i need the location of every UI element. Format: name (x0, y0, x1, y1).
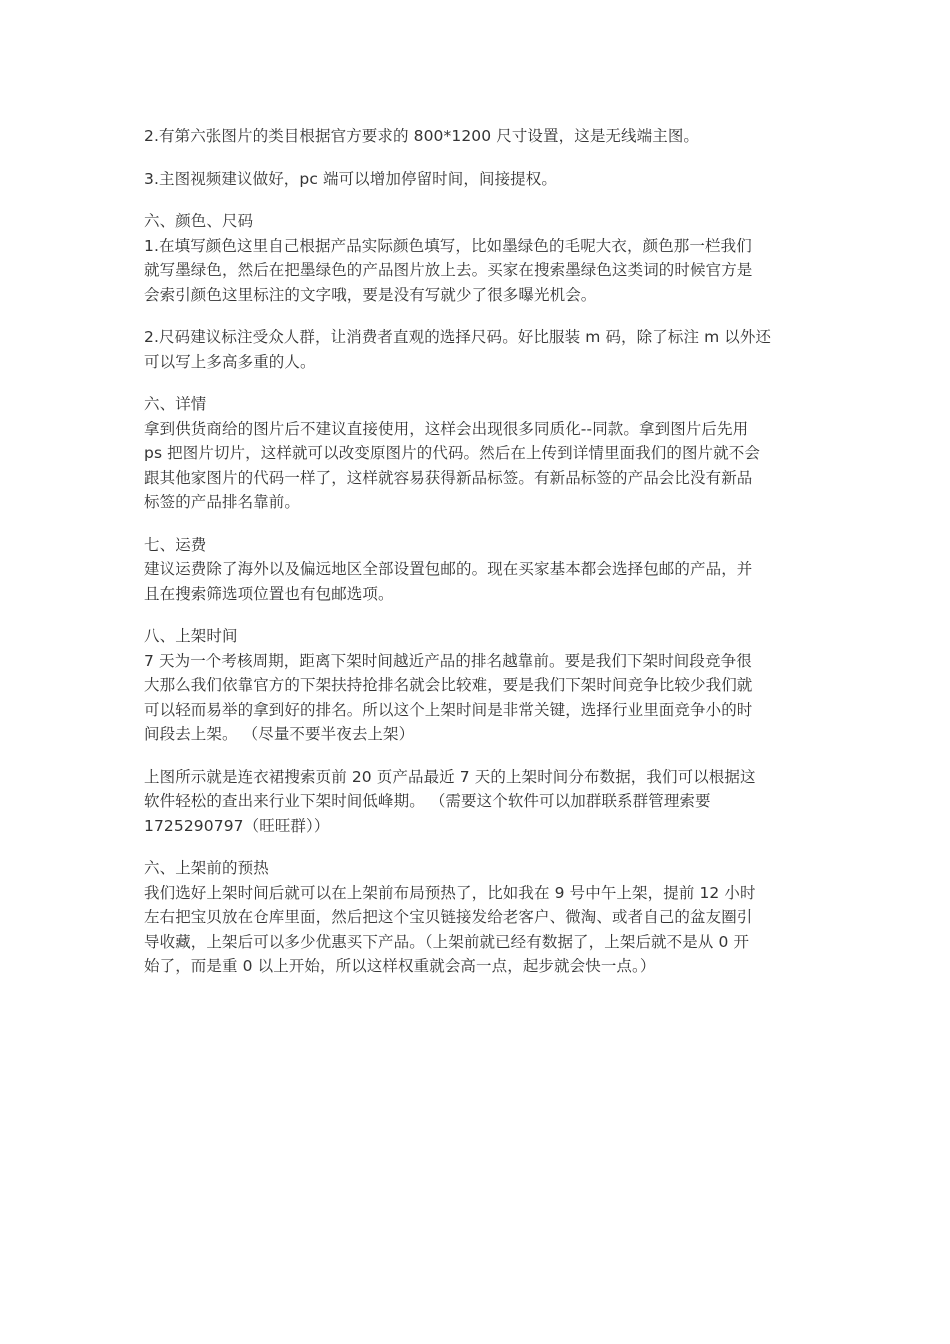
text-line: 且在搜索筛选项位置也有包邮选项。 (144, 584, 394, 603)
text-line: 可以轻而易举的拿到好的排名。所以这个上架时间是非常关键，选择行业里面竞争小的时 (144, 700, 753, 719)
paragraph-main-image-size (144, 124, 808, 149)
text-line: 软件轻松的查出来行业下架时间低峰期。 （需要这个软件可以加群联系群管理索要 (144, 792, 711, 810)
text-line: 导收藏，上架后可以多少优惠买下产品。（上架前就已经有数据了，上架后就不是从 0 开 (144, 932, 750, 951)
paragraph-size-labeling (144, 325, 808, 374)
text-line: 就写墨绿色，然后在把墨绿色的产品图片放上去。买家在搜索墨绿色这类词的时候官方是 (144, 261, 753, 279)
text-line: ps 把图片切片，这样就可以改变原图片的代码。然后在上传到详情里面我们的图片就不会 (144, 444, 760, 462)
section-details (144, 392, 808, 515)
section-shipping (144, 533, 808, 607)
section-heading: 八、上架时间 (144, 627, 238, 645)
text-line: 7 天为一个考核周期，距离下架时间越近产品的排名越靠前。要是我们下架时间段竞争很 (144, 651, 752, 670)
text-line: 始了，而是重 0 以上开始，所以这样权重就会高一点，起步就会快一点。） (144, 957, 656, 975)
section-color-size (144, 209, 808, 307)
text-line: 我们选好上架时间后就可以在上架前布局预热了，比如我在 9 号中午上架，提前 12 小时 (144, 883, 756, 902)
text-line: 3.主图视频建议做好，pc 端可以增加停留时间，间接提权。 (144, 169, 557, 188)
section-heading: 六、颜色、尺码 (144, 212, 254, 230)
text-line: 会索引颜色这里标注的文字哦，要是没有写就少了很多曝光机会。 (144, 285, 597, 304)
text-line: 标签的产品排名靠前。 (144, 493, 301, 511)
text-line: 建议运费除了海外以及偏远地区全部设置包邮的。现在买家基本都会选择包邮的产品，并 (144, 560, 753, 578)
section-listing-time (144, 624, 808, 747)
section-heading: 七、运费 (144, 535, 207, 554)
section-heading: 六、详情 (144, 395, 207, 413)
text-line: 可以写上多高多重的人。 (144, 352, 316, 371)
text-line: 大那么我们依靠官方的下架扶持抢排名就会比较难，要是我们下架时间竞争比较少我们就 (144, 676, 753, 694)
text-line: 左右把宝贝放在仓库里面，然后把这个宝贝链接发给老客户、微淘、或者自己的盆友圈引 (144, 908, 753, 926)
paragraph-listing-data (144, 765, 808, 839)
text-line: 间段去上架。 （尽量不要半夜去上架） (144, 725, 415, 743)
paragraph-main-video (144, 167, 808, 192)
text-line: 2.尺码建议标注受众人群，让消费者直观的选择尺码。好比服装 m 码，除了标注 m 以外还 (144, 328, 772, 346)
text-line: 上图所示就是连衣裙搜索页前 20 页产品最近 7 天的上架时间分布数据，我们可以根据这 (144, 767, 756, 786)
document-body (144, 124, 808, 997)
text-line: 1725290797（旺旺群）） (144, 816, 330, 835)
text-line: 2.有第六张图片的类目根据官方要求的 800*1200 尺寸设置，这是无线端主图。 (144, 127, 700, 145)
text-line: 1.在填写颜色这里自己根据产品实际颜色填写，比如墨绿色的毛呢大衣，颜色那一栏我们 (144, 236, 752, 255)
text-line: 跟其他家图片的代码一样了，这样就容易获得新品标签。有新品标签的产品会比没有新品 (144, 468, 753, 487)
section-heading: 六、上架前的预热 (144, 859, 269, 877)
text-line: 拿到供货商给的图片后不建议直接使用，这样会出现很多同质化--同款。拿到图片后先用 (144, 419, 749, 438)
section-pre-listing-warmup (144, 856, 808, 979)
